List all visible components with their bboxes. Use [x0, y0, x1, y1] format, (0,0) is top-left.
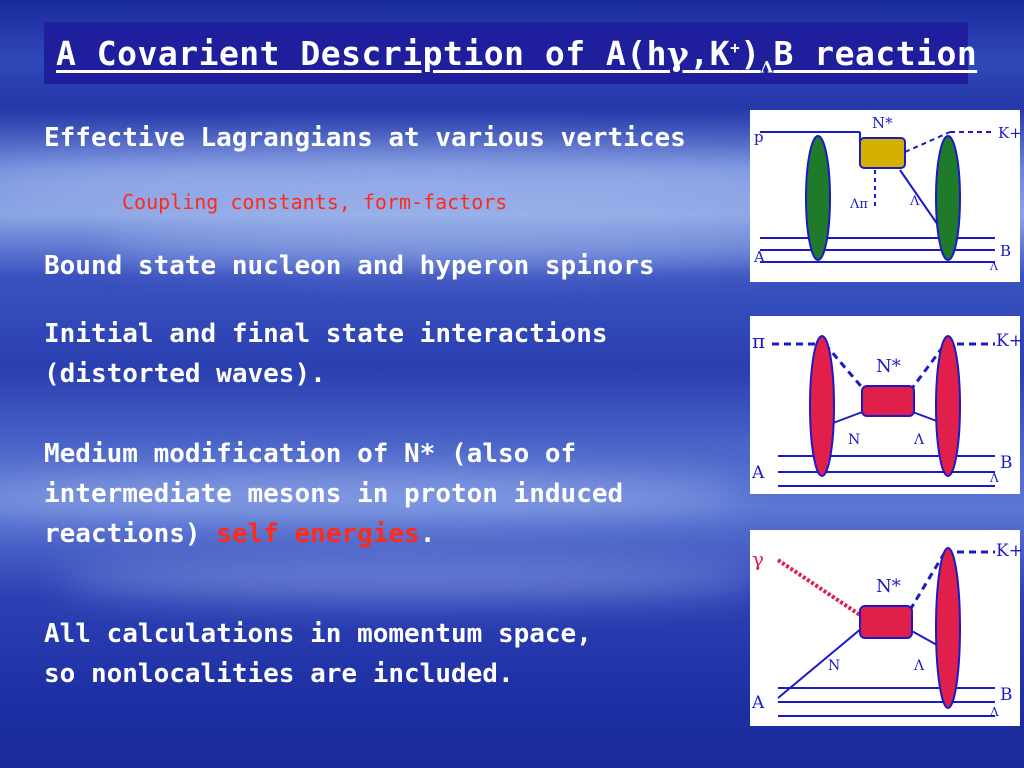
green-vertex-left: [806, 136, 830, 260]
bullet-calculations: All calculations in momentum space, so nonlocalities are included.: [44, 619, 592, 689]
label-in: γ: [752, 547, 764, 571]
label-out: K+: [996, 331, 1023, 351]
feynman-diagram-proton: [750, 110, 1020, 282]
red-vertex-right: [936, 548, 960, 708]
label-left: A: [752, 693, 765, 713]
label-out: K+: [998, 124, 1022, 142]
feynman-diagram-photon: [750, 530, 1023, 726]
label-right-l: Λ: [990, 471, 999, 485]
label-mid2: Λ: [914, 658, 925, 674]
bullet-spinors: Bound state nucleon and hyperon spinors: [44, 251, 655, 281]
label-right-l: Λ: [990, 260, 998, 273]
resonance-box: [860, 138, 905, 168]
self-energies-highlight: self energies: [216, 519, 420, 549]
bullet-medium: Medium modification of N* (also of intermediate mesons in proton induced reactions) self energies.: [44, 439, 624, 549]
label-right-b: B: [1000, 453, 1013, 473]
label-mid2: Λ: [910, 194, 920, 209]
feynman-diagram-pion: [750, 316, 1023, 494]
label-right-l: Λ: [990, 705, 999, 719]
label-right-b: B: [1000, 685, 1013, 705]
label-in: π: [752, 329, 766, 353]
background-cloud: [60, 560, 760, 600]
label-res: N*: [876, 356, 901, 377]
label-res: N*: [872, 114, 893, 132]
label-mid1: N: [828, 658, 841, 674]
resonance-box: [862, 386, 914, 416]
green-vertex-right: [936, 136, 960, 260]
label-mid2: Λ: [914, 432, 925, 448]
label-left: A: [754, 248, 765, 266]
coupling-constants-note: Coupling constants, form-factors: [122, 190, 508, 214]
label-in: p: [754, 128, 764, 146]
bullet-lagrangians: Effective Lagrangians at various vertices: [44, 123, 686, 153]
label-res: N*: [876, 576, 901, 597]
bullet-initial-final: Initial and final state interactions (distorted waves).: [44, 319, 608, 389]
label-left: A: [752, 463, 765, 483]
label-mid1: Λπ: [850, 197, 868, 212]
label-out: K+: [996, 541, 1023, 561]
resonance-box: [860, 606, 912, 638]
red-vertex-left: [810, 336, 834, 476]
slide-title: A Covarient Description of $A(h\gamma,K^+)_\Lambda B$ reaction: [56, 34, 978, 77]
label-mid1: N: [848, 432, 861, 448]
red-vertex-right: [936, 336, 960, 476]
label-right-b: B: [1000, 242, 1012, 260]
